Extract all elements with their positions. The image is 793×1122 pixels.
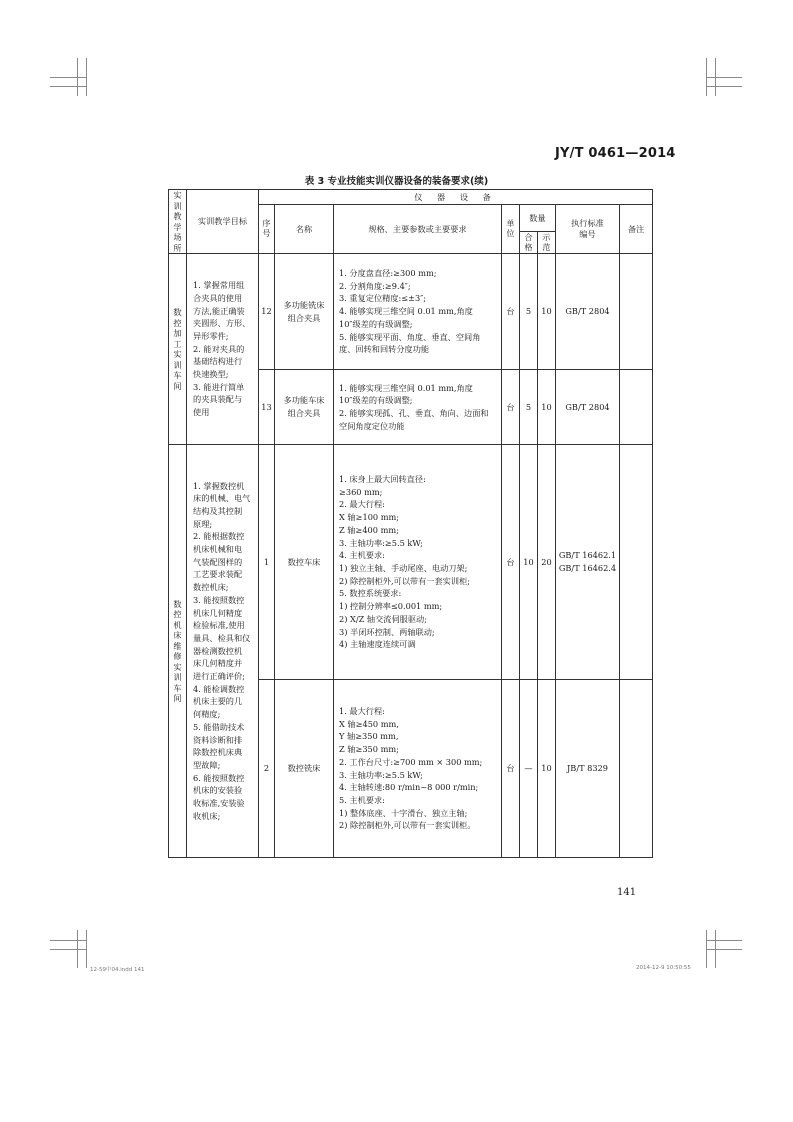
name-cell: 数控铣床: [275, 680, 334, 858]
page-number: 141: [617, 887, 637, 898]
demo-cell: 10: [538, 370, 556, 445]
requirements-cell: 1. 最大行程: X 轴≥450 mm, Y 轴≥350 mm, Z 轴≥350 mm; 2. 工作台尺寸:≥700 mm × 300 mm; 3. 主轴功率:≥5.5 kW; 4. 主轴转速:80 r/min~8 000 r/min; 5. 主机要求: 1) 整体底座、十字滑台、独立主轴; 2) 除控制柜外,可以带有一套实训柜。: [334, 680, 502, 858]
crop-mark: [86, 930, 87, 968]
header-seq: 序号: [259, 205, 275, 254]
crop-mark: [86, 58, 87, 96]
table-row: [169, 445, 653, 680]
crop-mark: [706, 940, 742, 941]
requirements-cell: 1. 床身上最大回转直径: ≥360 mm; 2. 最大行程: X 轴≥100 mm; Z 轴≥400 mm; 3. 主轴功率:≥5.5 kW; 4. 主机要求: 1) 独立主轴、手动尾座、电动刀架; 2) 除控制柜外,可以带有一套实训柜; 5. 数控系统要求: 1) 控制分辨率≤0.001 mm; 2) X/Z 轴交流伺服驱动; 3) 半闭环控制、两轴联动; 4) 主轴速度连续可调: [334, 445, 502, 680]
demo-cell: 20: [538, 445, 556, 680]
header-spec: 规格、主要参数或主要要求: [334, 205, 502, 254]
name-cell: 多功能铣床 组合夹具: [275, 254, 334, 370]
standard-cell: GB/T 16462.1 GB/T 16462.4: [556, 445, 620, 680]
header-quantity: 数量: [520, 205, 556, 232]
standard-cell: GB/T 2804: [556, 254, 620, 370]
unit-cell: 台: [502, 370, 520, 445]
qualified-cell: —: [520, 680, 538, 858]
table-row: [169, 254, 653, 370]
header-demo: 示范: [538, 232, 556, 254]
crop-mark: [706, 77, 742, 78]
crop-mark: [50, 940, 86, 941]
unit-cell: 台: [502, 445, 520, 680]
seq-cell: 2: [259, 680, 275, 858]
unit-cell: 台: [502, 680, 520, 858]
venue-cell: 数控加工实训车间: [169, 254, 187, 445]
footer-file-info: 12-59中04.indd 141: [90, 967, 145, 973]
footer-timestamp: 2014-12-9 10:50:55: [636, 965, 691, 971]
header-venue: 实训教学场所: [169, 190, 187, 254]
goal-cell: 1. 掌握数控机 床的机械、电气 结构及其控制 原理; 2. 能根据数控 机床机械和电 气装配图样的 工艺要求装配 数控机床; 3. 能按照数控 机床几何精度 检验标准,使用 量具、检具和仪 器检测数控机 床几何精度并 进行正确评价; 4. 能检调数控 机床主要的几 何精度; 5. 能借助技术 资料诊断和排 除数控机床典 型故障; 6. 能按照数控 机床的安装验 收标准,安装验 收机床;: [187, 445, 259, 858]
equipment-table: [168, 189, 653, 858]
standard-cell: GB/T 2804: [556, 370, 620, 445]
header-name: 名称: [275, 205, 334, 254]
table-caption: 表 3 专业技能实训仪器设备的装备要求(续): [304, 176, 489, 187]
standard-cell: JB/T 8329: [556, 680, 620, 858]
remark-cell: [620, 445, 653, 680]
header-unit: 单位: [502, 205, 520, 254]
crop-mark: [706, 86, 742, 87]
header-standard: 执行标准编号: [556, 205, 620, 254]
crop-mark: [706, 949, 742, 950]
header-remark: 备注: [620, 205, 653, 254]
requirements-cell: 1. 能够实现三维空间 0.01 mm,角度 10″级差的有级调整; 2. 能够实现孤、孔、垂直、角向、边面和 空间角度定位功能: [334, 370, 502, 445]
goal-cell: 1. 掌握常用组 合夹具的使用 方法,能正确装 夹圆形、方形、 异形零件; 2. 能对夹具的 基础结构进行 快速换型; 3. 能进行简单 的夹具装配与 使用: [187, 254, 259, 445]
seq-cell: 12: [259, 254, 275, 370]
header-goal: 实训教学目标: [187, 190, 259, 254]
remark-cell: [620, 680, 653, 858]
demo-cell: 10: [538, 254, 556, 370]
standard-code: JY/T 0461—2014: [555, 146, 676, 161]
remark-cell: [620, 254, 653, 370]
unit-cell: 台: [502, 254, 520, 370]
qualified-cell: 10: [520, 445, 538, 680]
qualified-cell: 5: [520, 254, 538, 370]
seq-cell: 1: [259, 445, 275, 680]
seq-cell: 13: [259, 370, 275, 445]
crop-mark: [50, 949, 86, 950]
remark-cell: [620, 370, 653, 445]
crop-mark: [50, 86, 86, 87]
qualified-cell: 5: [520, 370, 538, 445]
header-equipment: 仪 器 设 备: [259, 190, 653, 205]
requirements-cell: 1. 分度盘直径:≥300 mm; 2. 分割角度:≥9.4″; 3. 重复定位精度:≤±3″; 4. 能够实现三维空间 0.01 mm,角度 10″级差的有级调整; 5. 能够实现平面、角度、垂直、空间角 度、回转和回转分度功能: [334, 254, 502, 370]
name-cell: 数控车床: [275, 445, 334, 680]
header-qualified: 合格: [520, 232, 538, 254]
crop-mark: [50, 77, 86, 78]
demo-cell: 10: [538, 680, 556, 858]
venue-cell: 数控机床维修实训车间: [169, 445, 187, 858]
name-cell: 多功能车床 组合夹具: [275, 370, 334, 445]
